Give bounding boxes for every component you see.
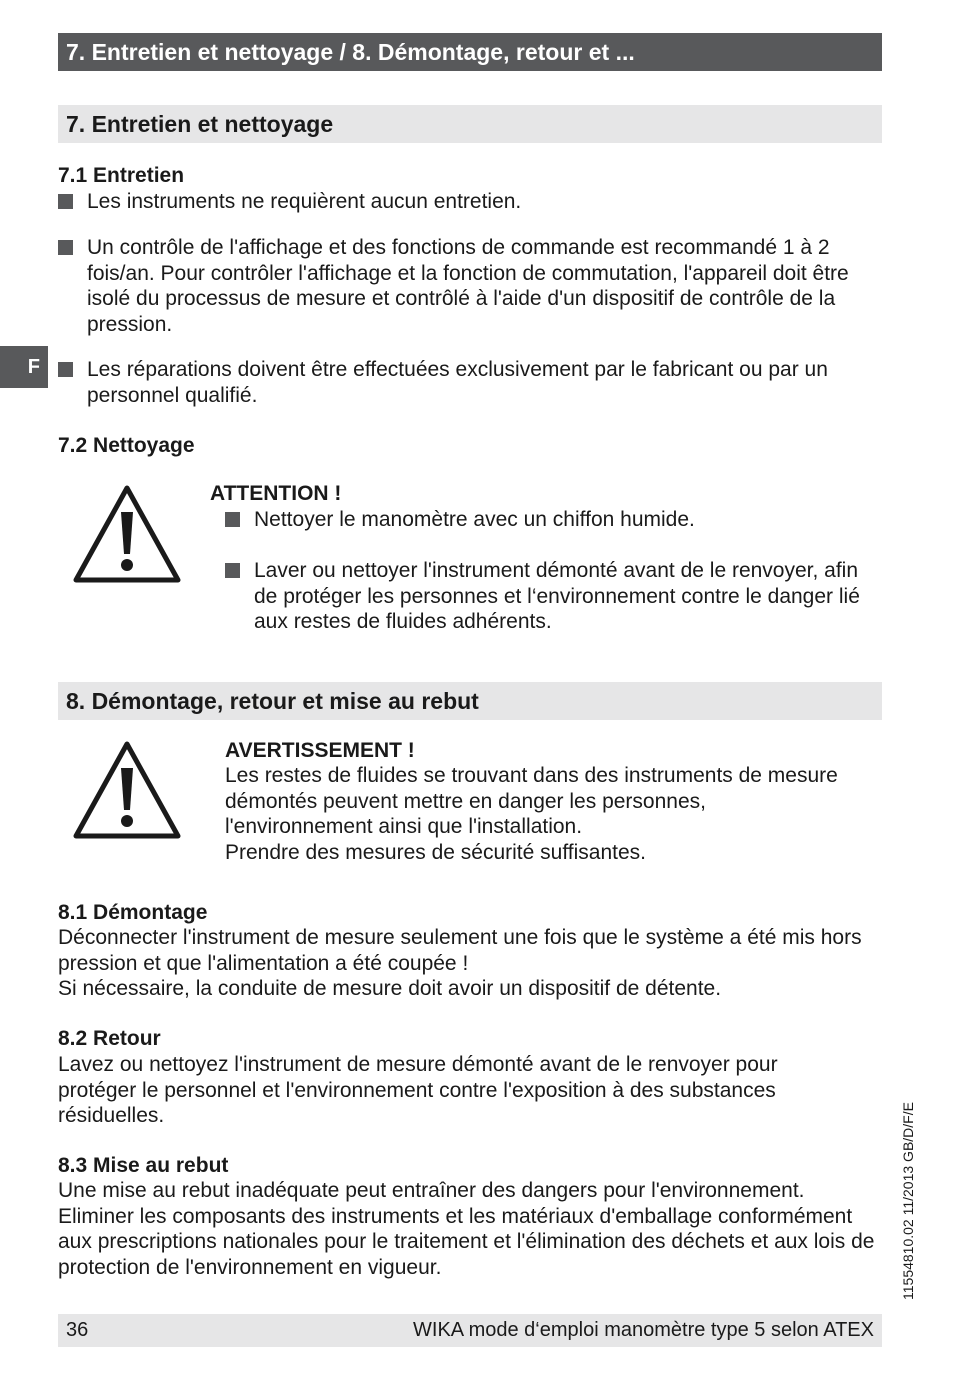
section-8-title: 8. Démontage, retour et mise au rebut [58, 682, 882, 720]
square-bullet-icon [58, 362, 73, 377]
heading-8-2: 8.2 Retour [58, 1027, 161, 1050]
heading-8-1: 8.1 Démontage [58, 901, 208, 924]
page-number: 36 [66, 1319, 89, 1341]
footer-title: WIKA mode d‘emploi manomètre type 5 selon ATEX [413, 1319, 874, 1341]
square-bullet-icon [58, 240, 73, 255]
paragraph-8-1-2: Si nécessaire, la conduite de mesure doit avoir un dispositif de détente. [58, 977, 722, 1000]
warning-text: Les restes de fluides se trouvant dans des instruments de mesure démontés peuvent mettre en danger les personnes, l'environnement ainsi que l'installation. [225, 764, 838, 838]
heading-8-3: 8.3 Mise au rebut [58, 1154, 229, 1177]
heading-7-2: 7.2 Nettoyage [58, 434, 195, 457]
document-code: 11554810.02 11/2013 GB/D/F/E [900, 1102, 916, 1300]
square-bullet-icon [58, 194, 73, 209]
warning-text-2: Prendre des mesures de sécurité suffisantes. [225, 841, 646, 864]
list-item [58, 235, 858, 337]
square-bullet-icon [225, 512, 240, 527]
list-item-text: Un contrôle de l'affichage et des fonctions de commande est recommandé 1 à 2 fois/an. Pour contrôler l'affichage et la fonction de commutation, l'appareil doit être isolé du processus de mesure et contrôlé à l'aide d'un dispositif de contrôle de la pression. [87, 236, 849, 336]
list-item [225, 507, 865, 533]
list-item-text: Les réparations doivent être effectuées exclusivement par le fabricant ou par un personnel qualifié. [87, 358, 828, 407]
list-item [225, 558, 865, 635]
list-item-text: Les instruments ne requièrent aucun entretien. [87, 190, 522, 213]
paragraph-8-3: Une mise au rebut inadéquate peut entraîner des dangers pour l'environnement. Eliminer les composants des instruments et les matériaux d'emballage conformément aux prescriptions nationales pour le traitement et l'élimination des déchets et aux lois de protection de l'environnement en vigueur. [58, 1179, 875, 1279]
list-item [58, 189, 858, 215]
section-7-title: 7. Entretien et nettoyage [58, 105, 882, 143]
language-tab: F [0, 346, 48, 388]
square-bullet-icon [225, 563, 240, 578]
heading-7-1: 7.1 Entretien [58, 164, 185, 187]
page-header-title: 7. Entretien et nettoyage / 8. Démontage, retour et ... [58, 33, 882, 71]
page-footer [58, 1314, 882, 1347]
list-item [58, 357, 858, 408]
warning-triangle-icon [72, 740, 182, 840]
list-item-text: Laver ou nettoyer l'instrument démonté avant de le renvoyer, afin de protéger les personnes et l‘environnement contre le danger lié aux restes de fluides adhérents. [254, 559, 860, 633]
list-item-text: Nettoyer le manomètre avec un chiffon humide. [254, 508, 695, 531]
warning-title: AVERTISSEMENT ! [225, 739, 415, 762]
paragraph-8-2: Lavez ou nettoyez l'instrument de mesure démonté avant de le renvoyer pour protéger le personnel et l'environnement contre l'exposition à des substances résiduelles. [58, 1053, 778, 1127]
warning-triangle-icon [72, 484, 182, 584]
paragraph-8-1: Déconnecter l'instrument de mesure seulement une fois que le système a été mis hors pression et que l'alimentation a été coupée ! [58, 926, 862, 975]
attention-title: ATTENTION ! [210, 482, 342, 505]
